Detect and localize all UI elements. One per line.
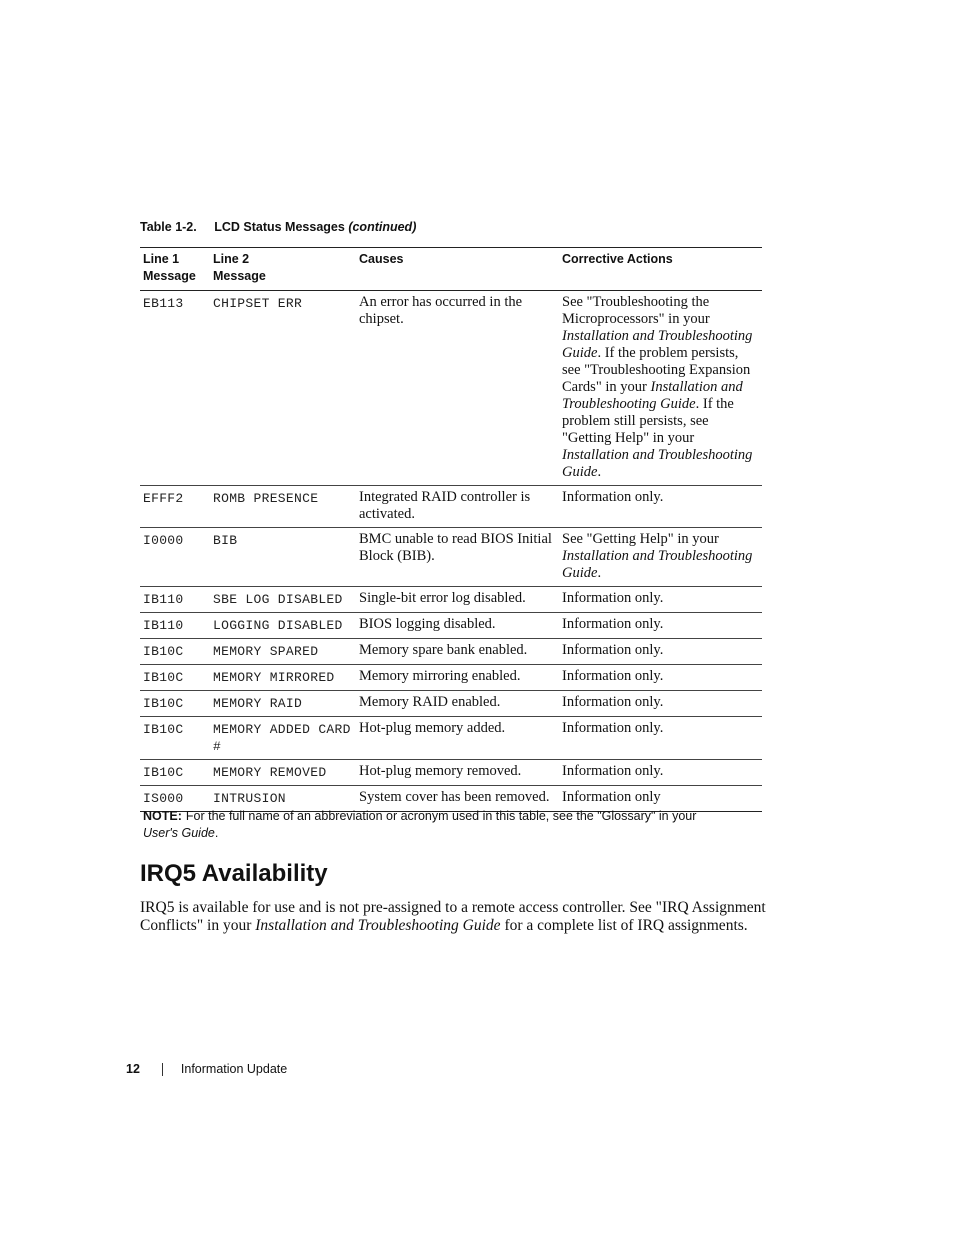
- line2-message-cell: MEMORY REMOVED: [210, 760, 356, 786]
- guide-title-text: Installation and Troubleshooting Guide: [562, 447, 753, 480]
- action-text: Information only.: [562, 489, 664, 505]
- note-text-end: .: [214, 826, 219, 840]
- section-body: [140, 899, 800, 935]
- action-text: See "Troubleshooting the Microprocessors" in your: [562, 294, 710, 327]
- causes-cell: Integrated RAID controller is activated.: [356, 486, 559, 528]
- corrective-actions-cell: [559, 291, 762, 486]
- table-row: [140, 587, 762, 613]
- corrective-actions-cell: [559, 717, 762, 760]
- note-text: For the full name of an abbreviation or acronym used in this table, see the "Glossary" in your: [185, 809, 697, 823]
- line1-message-cell: IB10C: [140, 665, 210, 691]
- table-caption-number: Table 1-2.: [140, 220, 197, 234]
- note-label: NOTE:: [143, 809, 182, 823]
- table-row: [140, 528, 762, 587]
- action-text: Information only.: [562, 590, 664, 606]
- line1-message-cell: IB110: [140, 587, 210, 613]
- header-line1-a: Line 1: [143, 252, 180, 266]
- causes-cell: BIOS logging disabled.: [356, 613, 559, 639]
- table-row: [140, 291, 762, 486]
- action-text: Information only.: [562, 642, 664, 658]
- line2-message-cell: BIB: [210, 528, 356, 587]
- line1-message-cell: IB10C: [140, 691, 210, 717]
- causes-cell: Memory RAID enabled.: [356, 691, 559, 717]
- line2-message-cell: SBE LOG DISABLED: [210, 587, 356, 613]
- lcd-status-messages-table: [140, 247, 762, 812]
- line2-message-cell: CHIPSET ERR: [210, 291, 356, 486]
- table-row: [140, 486, 762, 528]
- table-header-row: [140, 248, 762, 291]
- action-text: . If the problem persists, see "Troubleshooting Expansion Cards" in your: [562, 345, 751, 395]
- guide-title-text: Installation and Troubleshooting Guide: [562, 328, 753, 361]
- corrective-actions-cell: [559, 528, 762, 587]
- table-row: [140, 665, 762, 691]
- line2-message-cell: INTRUSION: [210, 786, 356, 812]
- header-line1-b: Message: [143, 269, 196, 283]
- line2-message-cell: LOGGING DISABLED: [210, 613, 356, 639]
- action-text: .: [597, 464, 602, 480]
- causes-cell: Hot-plug memory added.: [356, 717, 559, 760]
- line1-message-cell: EFFF2: [140, 486, 210, 528]
- corrective-actions-cell: [559, 639, 762, 665]
- table-row: [140, 691, 762, 717]
- causes-cell: System cover has been removed.: [356, 786, 559, 812]
- line1-message-cell: I0000: [140, 528, 210, 587]
- page-number: 12: [126, 1062, 140, 1076]
- table-row: [140, 613, 762, 639]
- line1-message-cell: EB113: [140, 291, 210, 486]
- causes-cell: Single-bit error log disabled.: [356, 587, 559, 613]
- action-text: Information only.: [562, 763, 664, 779]
- header-line1: [140, 248, 210, 291]
- body-text: IRQ5 is available for use and is not pre-assigned to a remote access controller. See "IRQ Assignment Conflicts" in your: [140, 899, 766, 934]
- line1-message-cell: IS000: [140, 786, 210, 812]
- line2-message-cell: MEMORY SPARED: [210, 639, 356, 665]
- note: [143, 808, 703, 842]
- line2-message-cell: MEMORY MIRRORED: [210, 665, 356, 691]
- table-body: [140, 291, 762, 812]
- line2-message-cell: MEMORY RAID: [210, 691, 356, 717]
- causes-cell: An error has occurred in the chipset.: [356, 291, 559, 486]
- header-actions: Corrective Actions: [559, 248, 762, 291]
- table-caption-continued: (continued): [348, 220, 417, 234]
- body-guide-title: Installation and Troubleshooting Guide: [255, 917, 501, 934]
- corrective-actions-cell: [559, 587, 762, 613]
- corrective-actions-cell: [559, 691, 762, 717]
- table-row: [140, 717, 762, 760]
- guide-title-text: Installation and Troubleshooting Guide: [562, 548, 753, 581]
- line1-message-cell: IB110: [140, 613, 210, 639]
- footer-doc-title: Information Update: [180, 1062, 288, 1076]
- causes-cell: Memory spare bank enabled.: [356, 639, 559, 665]
- header-line2: [210, 248, 356, 291]
- table-row: [140, 760, 762, 786]
- table-row: [140, 639, 762, 665]
- line1-message-cell: IB10C: [140, 760, 210, 786]
- corrective-actions-cell: [559, 486, 762, 528]
- header-line2-a: Line 2: [213, 252, 250, 266]
- body-text-end: for a complete list of IRQ assignments.: [500, 917, 748, 934]
- causes-cell: Memory mirroring enabled.: [356, 665, 559, 691]
- action-text: Information only: [562, 789, 661, 805]
- corrective-actions-cell: [559, 760, 762, 786]
- line2-message-cell: MEMORY ADDED CARD #: [210, 717, 356, 760]
- line1-message-cell: IB10C: [140, 717, 210, 760]
- line2-message-cell: ROMB PRESENCE: [210, 486, 356, 528]
- table-caption-title: LCD Status Messages: [214, 220, 345, 234]
- action-text: See "Getting Help" in your: [562, 531, 719, 547]
- causes-cell: Hot-plug memory removed.: [356, 760, 559, 786]
- causes-cell: BMC unable to read BIOS Initial Block (BIB).: [356, 528, 559, 587]
- note-guide-title: User's Guide: [143, 826, 215, 840]
- page-footer: [126, 1062, 287, 1076]
- table-caption: [140, 220, 416, 234]
- footer-separator: [162, 1063, 163, 1076]
- action-text: Information only.: [562, 720, 664, 736]
- header-causes: Causes: [356, 248, 559, 291]
- corrective-actions-cell: [559, 613, 762, 639]
- action-text: Information only.: [562, 694, 664, 710]
- header-line2-b: Message: [213, 269, 266, 283]
- action-text: Information only.: [562, 668, 664, 684]
- guide-title-text: Installation and Troubleshooting Guide: [562, 379, 743, 412]
- section-heading: IRQ5 Availability: [140, 860, 328, 887]
- corrective-actions-cell: [559, 665, 762, 691]
- action-text: Information only.: [562, 616, 664, 632]
- line1-message-cell: IB10C: [140, 639, 210, 665]
- action-text: . If the problem still persists, see "Getting Help" in your: [562, 396, 734, 446]
- action-text: .: [597, 565, 602, 581]
